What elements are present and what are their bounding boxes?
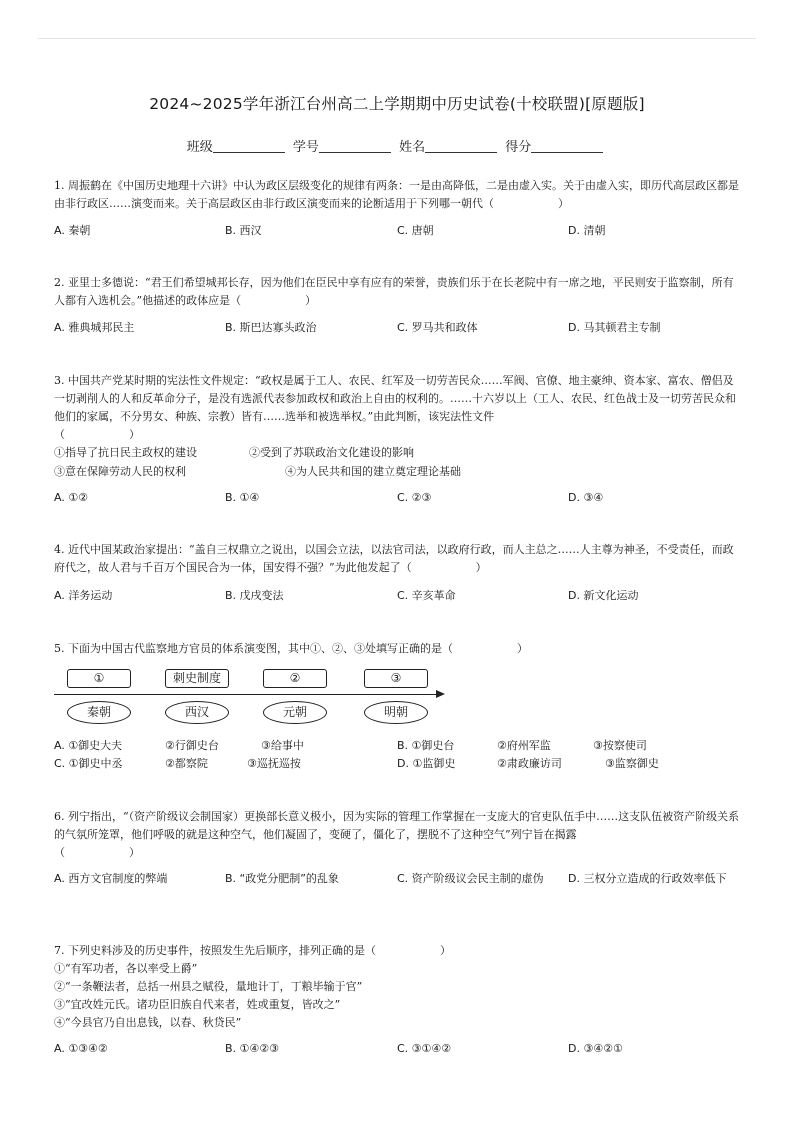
q7-option-a[interactable]: A. ①③④② xyxy=(54,1042,108,1055)
q4-option-b[interactable]: B. 戊戌变法 xyxy=(225,589,284,602)
q6-paren-close: ） xyxy=(129,846,140,859)
question-5 xyxy=(54,640,744,658)
student-info-line xyxy=(0,136,794,155)
q3-paren-close: ） xyxy=(129,428,140,441)
diagram-dynasty-ming: 明朝 xyxy=(364,701,428,724)
q5-option-b-2: ②府州军监 xyxy=(497,739,551,752)
q5-option-a-1[interactable]: A. ①御史大夫 xyxy=(54,739,123,752)
q2-option-b[interactable]: B. 斯巴达寡头政治 xyxy=(225,321,317,334)
q7-close: ） xyxy=(440,944,451,957)
score-label: 得分 xyxy=(505,140,532,155)
q6-option-d[interactable]: D. 三权分立造成的行政效率低下 xyxy=(568,872,727,885)
score-field[interactable] xyxy=(531,140,603,153)
q3-option-b[interactable]: B. ①④ xyxy=(225,491,260,504)
q4-close: ） xyxy=(475,561,487,574)
diagram-dynasty-qin: 秦朝 xyxy=(67,701,131,724)
q2-options xyxy=(54,319,744,337)
q5-option-b-3: ③按察使司 xyxy=(593,739,647,752)
q2-option-d[interactable]: D. 马其顿君主专制 xyxy=(568,321,661,334)
number-field[interactable] xyxy=(319,140,391,153)
q3-stem: 3. 中国共产党某时期的宪法性文件规定：“政权是属于工人、农民、红军及一切劳苦民众……军阀、官僚、地主豪绅、资本家、富农、僧侣及一切剥削人的人和反革命分子，是没有选派代表参加政权和政治上自由的权利的。……十六岁以上（工人、农民、红色战士及一切劳苦民众和他们的家属，不分男女、种族、宗教）皆有……选举和被选举权。”由此判断，该宪法性文件 xyxy=(54,374,736,423)
q3-option-a[interactable]: A. ①② xyxy=(54,491,89,504)
q6-option-a[interactable]: A. 西方文官制度的弊端 xyxy=(54,872,168,885)
q7-options xyxy=(54,1040,744,1058)
q1-options xyxy=(54,222,744,240)
page-title: 2024~2025学年浙江台州高二上学期期中历史试卷(十校联盟)[原题版] xyxy=(149,95,645,113)
diagram-dynasty-yuan: 元朝 xyxy=(263,701,327,724)
q2-close: ） xyxy=(305,294,317,307)
question-3 xyxy=(54,372,744,444)
q3-statement-3: ③意在保障劳动人民的权利 xyxy=(54,465,186,478)
q5-option-c-1[interactable]: C. ①御史中丞 xyxy=(54,757,123,770)
q2-stem: 2. 亚里士多德说：“君王们希望城邦长存，因为他们在臣民中享有应有的荣誉，贵族们乐于在长老院中有一席之地，平民则安于监察制，所有人都有入选机会。”他描述的政体应是（ xyxy=(54,276,734,307)
q4-option-d[interactable]: D. 新文化运动 xyxy=(568,589,639,602)
q3-option-c[interactable]: C. ②③ xyxy=(397,491,432,504)
q5-option-a-2: ②行御史台 xyxy=(165,739,219,752)
diagram-box-2: ② xyxy=(263,669,327,688)
q7-stem: 7. 下列史料涉及的历史事件，按照发生先后顺序，排列正确的是（ xyxy=(54,944,376,957)
q6-options xyxy=(54,870,744,906)
q5-option-a-3: ③给事中 xyxy=(261,739,304,752)
q5-stem: 5. 下面为中国古代监察地方官员的体系演变图，其中①、②、③处填写正确的是（ xyxy=(54,642,453,655)
q1-close: ） xyxy=(558,197,569,210)
q4-stem: 4. 近代中国某政治家提出：“盖自三权鼎立之说出，以国会立法，以法官司法，以政府行政，而人主总之……人主尊为神圣，不受责任，而政府代之，故人君与千百万个国民合为一体，国安得不强？”为此他发起了（ xyxy=(54,543,734,574)
q3-statement-4: ④为人民共和国的建立奠定理论基础 xyxy=(285,465,461,478)
q2-option-c[interactable]: C. 罗马共和政体 xyxy=(397,321,478,334)
header-divider xyxy=(38,38,756,39)
question-1 xyxy=(54,177,744,213)
question-4 xyxy=(54,541,744,577)
q4-option-a[interactable]: A. 洋务运动 xyxy=(54,589,113,602)
q6-stem: 6. 列宁指出，“（资产阶级议会制国家）更换部长意义极小，因为实际的管理工作掌握在一支庞大的官吏队伍手中……这支队伍被资产阶级关系的气氛所笼罩，他们呼吸的就是这种空气，他们凝固了，变硬了，僵化了，摆脱不了这种空气”列宁旨在揭露 xyxy=(54,810,740,841)
q7-option-d[interactable]: D. ③④②① xyxy=(568,1042,623,1055)
q5-option-c-3: ③巡抚巡按 xyxy=(247,757,301,770)
q5-option-b-1[interactable]: B. ①御史台 xyxy=(397,739,455,752)
question-6 xyxy=(54,808,744,862)
q5-option-d-2: ②肃政廉访司 xyxy=(497,757,562,770)
number-label: 学号 xyxy=(292,140,319,155)
q7-statement-1: ①“有军功者，各以率受上爵” xyxy=(54,962,198,975)
timeline-arrowhead-icon xyxy=(436,690,445,698)
q1-option-c[interactable]: C. 唐朝 xyxy=(397,224,434,237)
diagram-dynasty-xihan: 西汉 xyxy=(165,701,229,724)
q7-option-b[interactable]: B. ①④②③ xyxy=(225,1042,279,1055)
q3-option-d[interactable]: D. ③④ xyxy=(568,491,604,504)
q5-option-d-3: ③监察御史 xyxy=(605,757,659,770)
diagram-box-1: ① xyxy=(67,669,131,688)
q4-option-c[interactable]: C. 辛亥革命 xyxy=(397,589,456,602)
q2-option-a[interactable]: A. 雅典城邦民主 xyxy=(54,321,135,334)
q4-options xyxy=(54,587,744,605)
q6-option-c[interactable]: C. 资产阶级议会民主制的虚伪 xyxy=(397,872,544,885)
q1-option-d[interactable]: D. 清朝 xyxy=(568,224,606,237)
timeline-arrow-line xyxy=(54,694,438,695)
q1-option-a[interactable]: A. 秦朝 xyxy=(54,224,91,237)
q3-statement-1: ①指导了抗日民主政权的建设 xyxy=(54,446,197,459)
name-label: 姓名 xyxy=(399,140,426,155)
q1-stem: 1. 周振鹤在《中国历史地理十六讲》中认为政区层级变化的规律有两条：一是由高降低，二是由虚入实。关于由虚入实，即历代高层政区都是由非行政区……演变而来。关于高层政区由非行政区演变而来的论断适用于下列哪一朝代（ xyxy=(54,179,739,210)
question-2 xyxy=(54,274,744,310)
q6-option-b[interactable]: B. “政党分肥制”的乱象 xyxy=(225,872,339,885)
q5-close: ） xyxy=(517,642,528,655)
class-field[interactable] xyxy=(213,140,285,153)
q3-paren-open: （ xyxy=(54,428,65,441)
class-label: 班级 xyxy=(186,140,213,155)
diagram-box-cishi: 刺史制度 xyxy=(165,669,229,688)
diagram-box-3: ③ xyxy=(364,669,428,688)
q7-statement-2: ②“一条鞭法者，总括一州县之赋役，量地计丁，丁粮毕输于官” xyxy=(54,980,363,993)
q7-statement-4: ④“今县官乃自出息钱，以春、秋贷民” xyxy=(54,1016,242,1029)
supervision-evolution-diagram xyxy=(54,666,454,728)
question-7 xyxy=(54,942,744,960)
q5-option-d-1[interactable]: D. ①监御史 xyxy=(397,757,456,770)
q7-statement-3: ③“宜改姓元氏。诸功臣旧族自代来者，姓或重复，皆改之” xyxy=(54,998,341,1011)
name-field[interactable] xyxy=(425,140,497,153)
q3-statement-2: ②受到了苏联政治文化建设的影响 xyxy=(249,446,414,459)
q5-option-c-2: ②都察院 xyxy=(165,757,208,770)
q1-option-b[interactable]: B. 西汉 xyxy=(225,224,262,237)
q6-paren-open: （ xyxy=(54,846,65,859)
q7-option-c[interactable]: C. ③①④② xyxy=(397,1042,452,1055)
q3-options xyxy=(54,489,744,507)
